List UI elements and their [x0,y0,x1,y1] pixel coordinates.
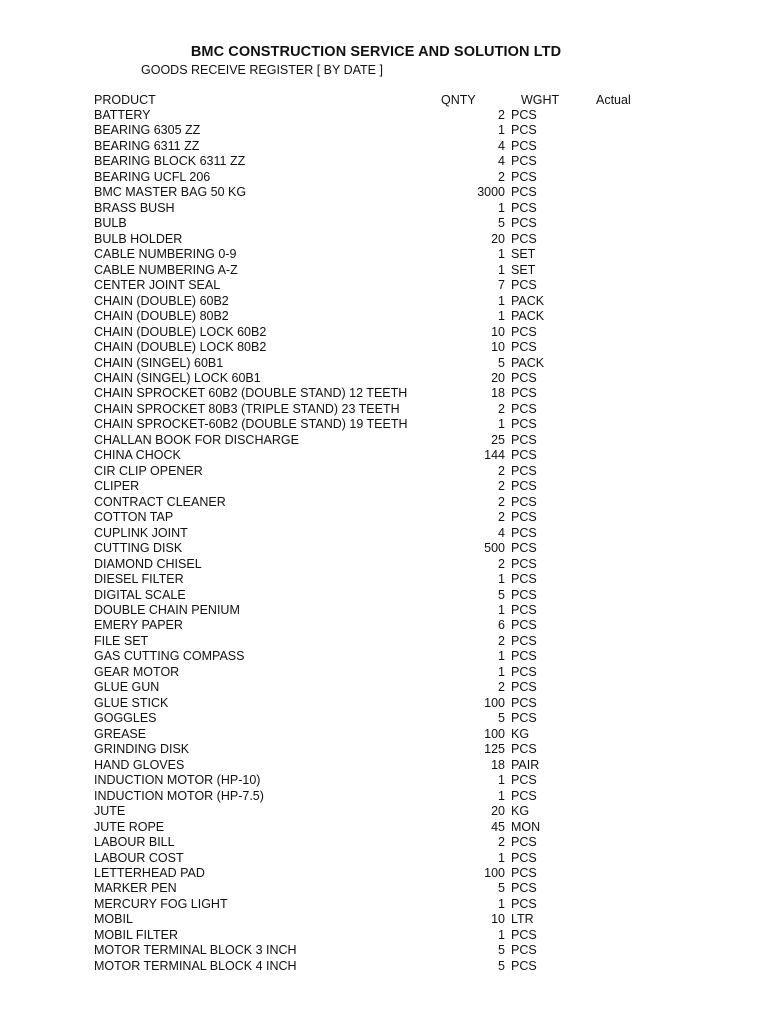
unit-value: PCS [511,711,537,726]
quantity-value: 100 [484,695,505,710]
product-name: CENTER JOINT SEAL [94,278,221,293]
table-row [0,495,768,510]
product-name: CUPLINK JOINT [94,525,188,540]
product-name: INDUCTION MOTOR (HP-10) [94,773,261,788]
unit-value: PCS [511,448,537,463]
company-title: BMC CONSTRUCTION SERVICE AND SOLUTION LTD [190,44,562,60]
product-name: DIGITAL SCALE [94,587,186,602]
unit-value: PCS [511,138,537,153]
table-row [0,139,768,154]
table-row [0,603,768,618]
report-subtitle: GOODS RECEIVE REGISTER [ BY DATE ] [141,63,383,77]
quantity-value: 2 [498,835,505,850]
unit-value: SET [511,247,536,262]
product-name: LABOUR COST [94,850,184,865]
quantity-value: 2 [498,169,505,184]
table-row [0,634,768,649]
unit-value: PCS [511,850,537,865]
product-name: INDUCTION MOTOR (HP-7.5) [94,788,264,803]
unit-value: PCS [511,865,537,880]
product-name: COTTON TAP [94,510,174,525]
unit-value: PACK [511,293,545,308]
product-name: CIR CLIP OPENER [94,463,203,478]
quantity-value: 100 [484,865,505,880]
unit-value: PCS [511,123,537,138]
product-name: CHAIN (DOUBLE) 80B2 [94,309,229,324]
product-name: MOTOR TERMINAL BLOCK 4 INCH [94,958,297,973]
table-row [0,371,768,386]
unit-value: PCS [511,370,537,385]
unit-value: PCS [511,340,537,355]
unit-value: PCS [511,572,537,587]
product-name: CHINA CHOCK [94,448,181,463]
unit-value: PCS [511,479,537,494]
product-name: CABLE NUMBERING 0-9 [94,247,237,262]
unit-value: PCS [511,633,537,648]
unit-value: PCS [511,695,537,710]
table-row [0,727,768,742]
table-row [0,835,768,850]
product-name: JUTE ROPE [94,819,165,834]
product-name: DOUBLE CHAIN PENIUM [94,603,240,617]
table-row [0,185,768,200]
product-name: CHAIN (DOUBLE) LOCK 60B2 [94,324,267,339]
product-name: GREASE [94,726,147,741]
quantity-value: 2 [498,633,505,648]
product-name: BATTERY [94,108,151,122]
column-header-wght: WGHT [521,93,560,107]
product-name: MOBIL FILTER [94,927,179,942]
table-row [0,526,768,541]
table-row [0,851,768,866]
product-name: BMC MASTER BAG 50 KG [94,185,247,200]
unit-value: PCS [511,943,537,958]
table-row [0,928,768,943]
quantity-value: 1 [498,788,505,803]
table-row [0,696,768,711]
table-row [0,201,768,216]
quantity-value: 2 [498,401,505,416]
table-row [0,123,768,138]
product-name: BEARING BLOCK 6311 ZZ [94,154,246,169]
quantity-value: 6 [498,618,505,633]
product-name: BEARING 6305 ZZ [94,123,201,138]
product-name: CABLE NUMBERING A-Z [94,262,238,277]
quantity-value: 1 [498,603,505,617]
product-name: BULB [94,216,127,231]
unit-value: PCS [511,525,537,540]
table-row [0,170,768,185]
quantity-value: 1 [498,262,505,277]
product-name: BEARING UCFL 206 [94,169,211,184]
quantity-value: 5 [498,711,505,726]
unit-value: PACK [511,309,545,324]
quantity-value: 1 [498,200,505,215]
product-name: EMERY PAPER [94,618,183,633]
table-row [0,912,768,927]
table-row [0,541,768,556]
table-row [0,278,768,293]
unit-value: KG [511,726,530,741]
product-name: GEAR MOTOR [94,664,180,679]
table-row [0,479,768,494]
quantity-value: 18 [491,757,505,772]
quantity-value: 1 [498,309,505,324]
table-row [0,742,768,757]
table-row [0,758,768,773]
unit-value: PCS [511,417,537,432]
unit-value: PACK [511,355,545,370]
product-name: MOBIL [94,912,133,927]
quantity-value: 144 [484,448,505,463]
unit-value: PCS [511,216,537,231]
table-row [0,588,768,603]
unit-value: MON [511,819,541,834]
quantity-value: 2 [498,680,505,695]
quantity-value: 5 [498,881,505,896]
table-row [0,557,768,572]
unit-value: PCS [511,835,537,850]
product-name: JUTE [94,804,126,819]
quantity-value: 20 [491,370,505,385]
unit-value: PCS [511,494,537,509]
unit-value: PCS [511,773,537,788]
table-row [0,820,768,835]
product-name: BEARING 6311 ZZ [94,138,200,153]
quantity-value: 10 [491,912,505,927]
table-row [0,665,768,680]
product-name: HAND GLOVES [94,757,185,772]
quantity-value: 2 [498,510,505,525]
table-row [0,464,768,479]
unit-value: PCS [511,278,537,293]
quantity-value: 4 [498,154,505,169]
quantity-value: 1 [498,850,505,865]
unit-value: PCS [511,108,537,122]
unit-value: PCS [511,200,537,215]
table-row [0,618,768,633]
quantity-value: 1 [498,123,505,138]
product-name: BRASS BUSH [94,200,175,215]
table-row [0,216,768,231]
column-header-actual: Actual [596,93,631,107]
unit-value: PCS [511,432,537,447]
product-name: GAS CUTTING COMPASS [94,649,245,664]
table-row [0,325,768,340]
product-name: MOTOR TERMINAL BLOCK 3 INCH [94,943,297,958]
unit-value: PCS [511,556,537,571]
column-header-qnty: QNTY [441,93,476,107]
table-row [0,417,768,432]
quantity-value: 5 [498,958,505,973]
product-name: FILE SET [94,633,149,648]
product-name: CHAIN (SINGEL) LOCK 60B1 [94,370,261,385]
table-row [0,572,768,587]
product-name: CHAIN (DOUBLE) 60B2 [94,293,229,308]
quantity-value: 500 [484,541,505,556]
product-name: GLUE STICK [94,695,169,710]
quantity-value: 20 [491,231,505,246]
table-row [0,154,768,169]
quantity-value: 100 [484,726,505,741]
quantity-value: 125 [484,742,505,757]
table-row [0,356,768,371]
quantity-value: 3000 [477,185,505,200]
table-row [0,402,768,417]
table-row [0,804,768,819]
column-header-product: PRODUCT [94,93,156,107]
unit-value: PCS [511,231,537,246]
product-name: CHAIN SPROCKET 60B2 (DOUBLE STAND) 12 TEETH [94,386,408,401]
product-name: GRINDING DISK [94,742,190,757]
table-row [0,773,768,788]
quantity-value: 2 [498,108,505,122]
goods-register-table [0,108,768,974]
table-row [0,294,768,309]
unit-value: PCS [511,680,537,695]
unit-value: PCS [511,463,537,478]
unit-value: PCS [511,927,537,942]
table-row [0,866,768,881]
unit-value: PCS [511,386,537,401]
quantity-value: 2 [498,494,505,509]
table-row [0,340,768,355]
product-name: CHALLAN BOOK FOR DISCHARGE [94,432,299,447]
quantity-value: 1 [498,293,505,308]
unit-value: PCS [511,618,537,633]
quantity-value: 25 [491,432,505,447]
unit-value: PCS [511,788,537,803]
table-row [0,959,768,974]
table-row [0,108,768,123]
unit-value: PCS [511,742,537,757]
product-name: CHAIN (SINGEL) 60B1 [94,355,224,370]
table-row [0,897,768,912]
table-row [0,649,768,664]
quantity-value: 2 [498,556,505,571]
quantity-value: 1 [498,773,505,788]
table-row [0,881,768,896]
unit-value: PCS [511,510,537,525]
unit-value: PCS [511,169,537,184]
unit-value: PCS [511,541,537,556]
table-row [0,711,768,726]
product-name: CHAIN SPROCKET-60B2 (DOUBLE STAND) 19 TEETH [94,417,408,432]
unit-value: PCS [511,664,537,679]
table-row [0,789,768,804]
product-name: CHAIN SPROCKET 80B3 (TRIPLE STAND) 23 TEETH [94,401,400,416]
unit-value: PCS [511,649,537,664]
unit-value: PCS [511,896,537,911]
product-name: LETTERHEAD PAD [94,865,205,880]
quantity-value: 1 [498,572,505,587]
quantity-value: 1 [498,927,505,942]
product-name: DIAMOND CHISEL [94,556,202,571]
unit-value: PCS [511,958,537,973]
unit-value: PCS [511,185,537,200]
unit-value: LTR [511,912,534,927]
quantity-value: 1 [498,896,505,911]
table-row [0,943,768,958]
quantity-value: 2 [498,479,505,494]
unit-value: PCS [511,401,537,416]
quantity-value: 1 [498,664,505,679]
product-name: GLUE GUN [94,680,160,695]
unit-value: PCS [511,587,537,602]
quantity-value: 1 [498,649,505,664]
quantity-value: 10 [491,340,505,355]
quantity-value: 5 [498,216,505,231]
table-row [0,232,768,247]
quantity-value: 5 [498,943,505,958]
quantity-value: 5 [498,587,505,602]
table-row [0,510,768,525]
product-name: MERCURY FOG LIGHT [94,896,228,911]
quantity-value: 4 [498,138,505,153]
unit-value: PCS [511,154,537,169]
product-name: LABOUR BILL [94,835,175,850]
table-row [0,448,768,463]
table-row [0,680,768,695]
product-name: DIESEL FILTER [94,572,184,587]
product-name: MARKER PEN [94,881,177,896]
quantity-value: 1 [498,247,505,262]
unit-value: KG [511,804,530,819]
unit-value: PAIR [511,757,540,772]
product-name: CONTRACT CLEANER [94,494,226,509]
quantity-value: 2 [498,463,505,478]
product-name: CUTTING DISK [94,541,183,556]
unit-value: SET [511,262,536,277]
table-row [0,263,768,278]
unit-value: PCS [511,603,537,617]
quantity-value: 20 [491,804,505,819]
product-name: BULB HOLDER [94,231,183,246]
table-row [0,433,768,448]
table-row [0,309,768,324]
product-name: CLIPER [94,479,140,494]
quantity-value: 45 [491,819,505,834]
table-row [0,247,768,262]
quantity-value: 5 [498,355,505,370]
unit-value: PCS [511,324,537,339]
quantity-value: 1 [498,417,505,432]
product-name: GOGGLES [94,711,157,726]
quantity-value: 4 [498,525,505,540]
quantity-value: 18 [491,386,505,401]
table-row [0,386,768,401]
unit-value: PCS [511,881,537,896]
product-name: CHAIN (DOUBLE) LOCK 80B2 [94,340,267,355]
quantity-value: 10 [491,324,505,339]
quantity-value: 7 [498,278,505,293]
